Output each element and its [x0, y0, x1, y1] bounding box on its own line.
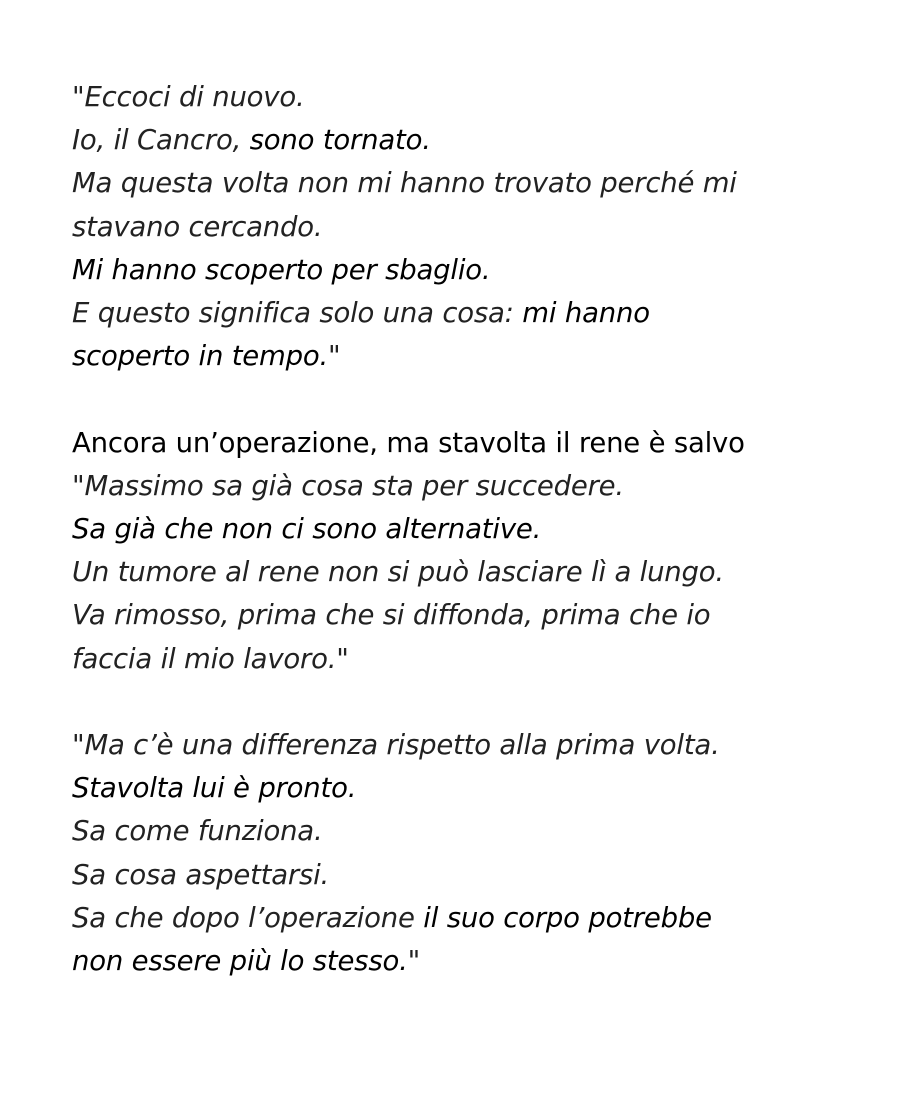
text-line: [72, 335, 872, 378]
emphasis-text: il suo corpo potrebbe: [423, 901, 712, 934]
text-segment: ": [407, 945, 421, 978]
emphasis-text: scoperto in tempo.: [72, 340, 329, 373]
text-line: [72, 897, 872, 940]
text-line: Va rimosso, prima che si diffonda, prima che io: [72, 599, 711, 632]
text-line: stavano cercando.: [72, 210, 323, 243]
text-line: "Massimo sa già cosa sta per succedere.: [72, 469, 624, 502]
emphasis-text: non essere più lo stesso.: [72, 945, 408, 978]
text-line: Ma questa volta non mi hanno trovato perché mi: [72, 167, 737, 200]
emphasis-line: Mi hanno scoperto per sbaglio.: [72, 253, 491, 286]
text-line: Un tumore al rene non si può lasciare lì a lungo.: [72, 556, 724, 589]
emphasis-line: Stavolta lui è pronto.: [72, 772, 357, 805]
text-line: faccia il mio lavoro.": [72, 642, 349, 675]
emphasis-text: sono tornato.: [249, 124, 431, 157]
text-line: [72, 292, 872, 335]
emphasis-line: Sa già che non ci sono alternative.: [72, 513, 542, 546]
document-body: [72, 76, 872, 983]
text-line: Sa cosa aspettarsi.: [72, 858, 330, 891]
stanza-cancer-returns: [72, 76, 872, 378]
text-segment: Sa che dopo l’operazione: [72, 901, 424, 934]
text-segment: Io, il Cancro,: [72, 124, 250, 157]
text-line: "Eccoci di nuovo.: [72, 81, 305, 113]
emphasis-text: mi hanno: [522, 297, 650, 330]
stanza-operation: [72, 422, 872, 681]
text-line: [72, 940, 872, 983]
stanza-difference: [72, 724, 872, 983]
text-segment: E questo significa solo una cosa:: [72, 297, 523, 330]
text-line: Sa come funziona.: [72, 815, 323, 848]
section-heading: Ancora un’operazione, ma stavolta il rene è salvo: [72, 426, 745, 459]
text-segment: ": [328, 340, 341, 373]
text-line: [72, 119, 872, 162]
text-line: "Ma c’è una differenza rispetto alla prima volta.: [72, 729, 720, 762]
